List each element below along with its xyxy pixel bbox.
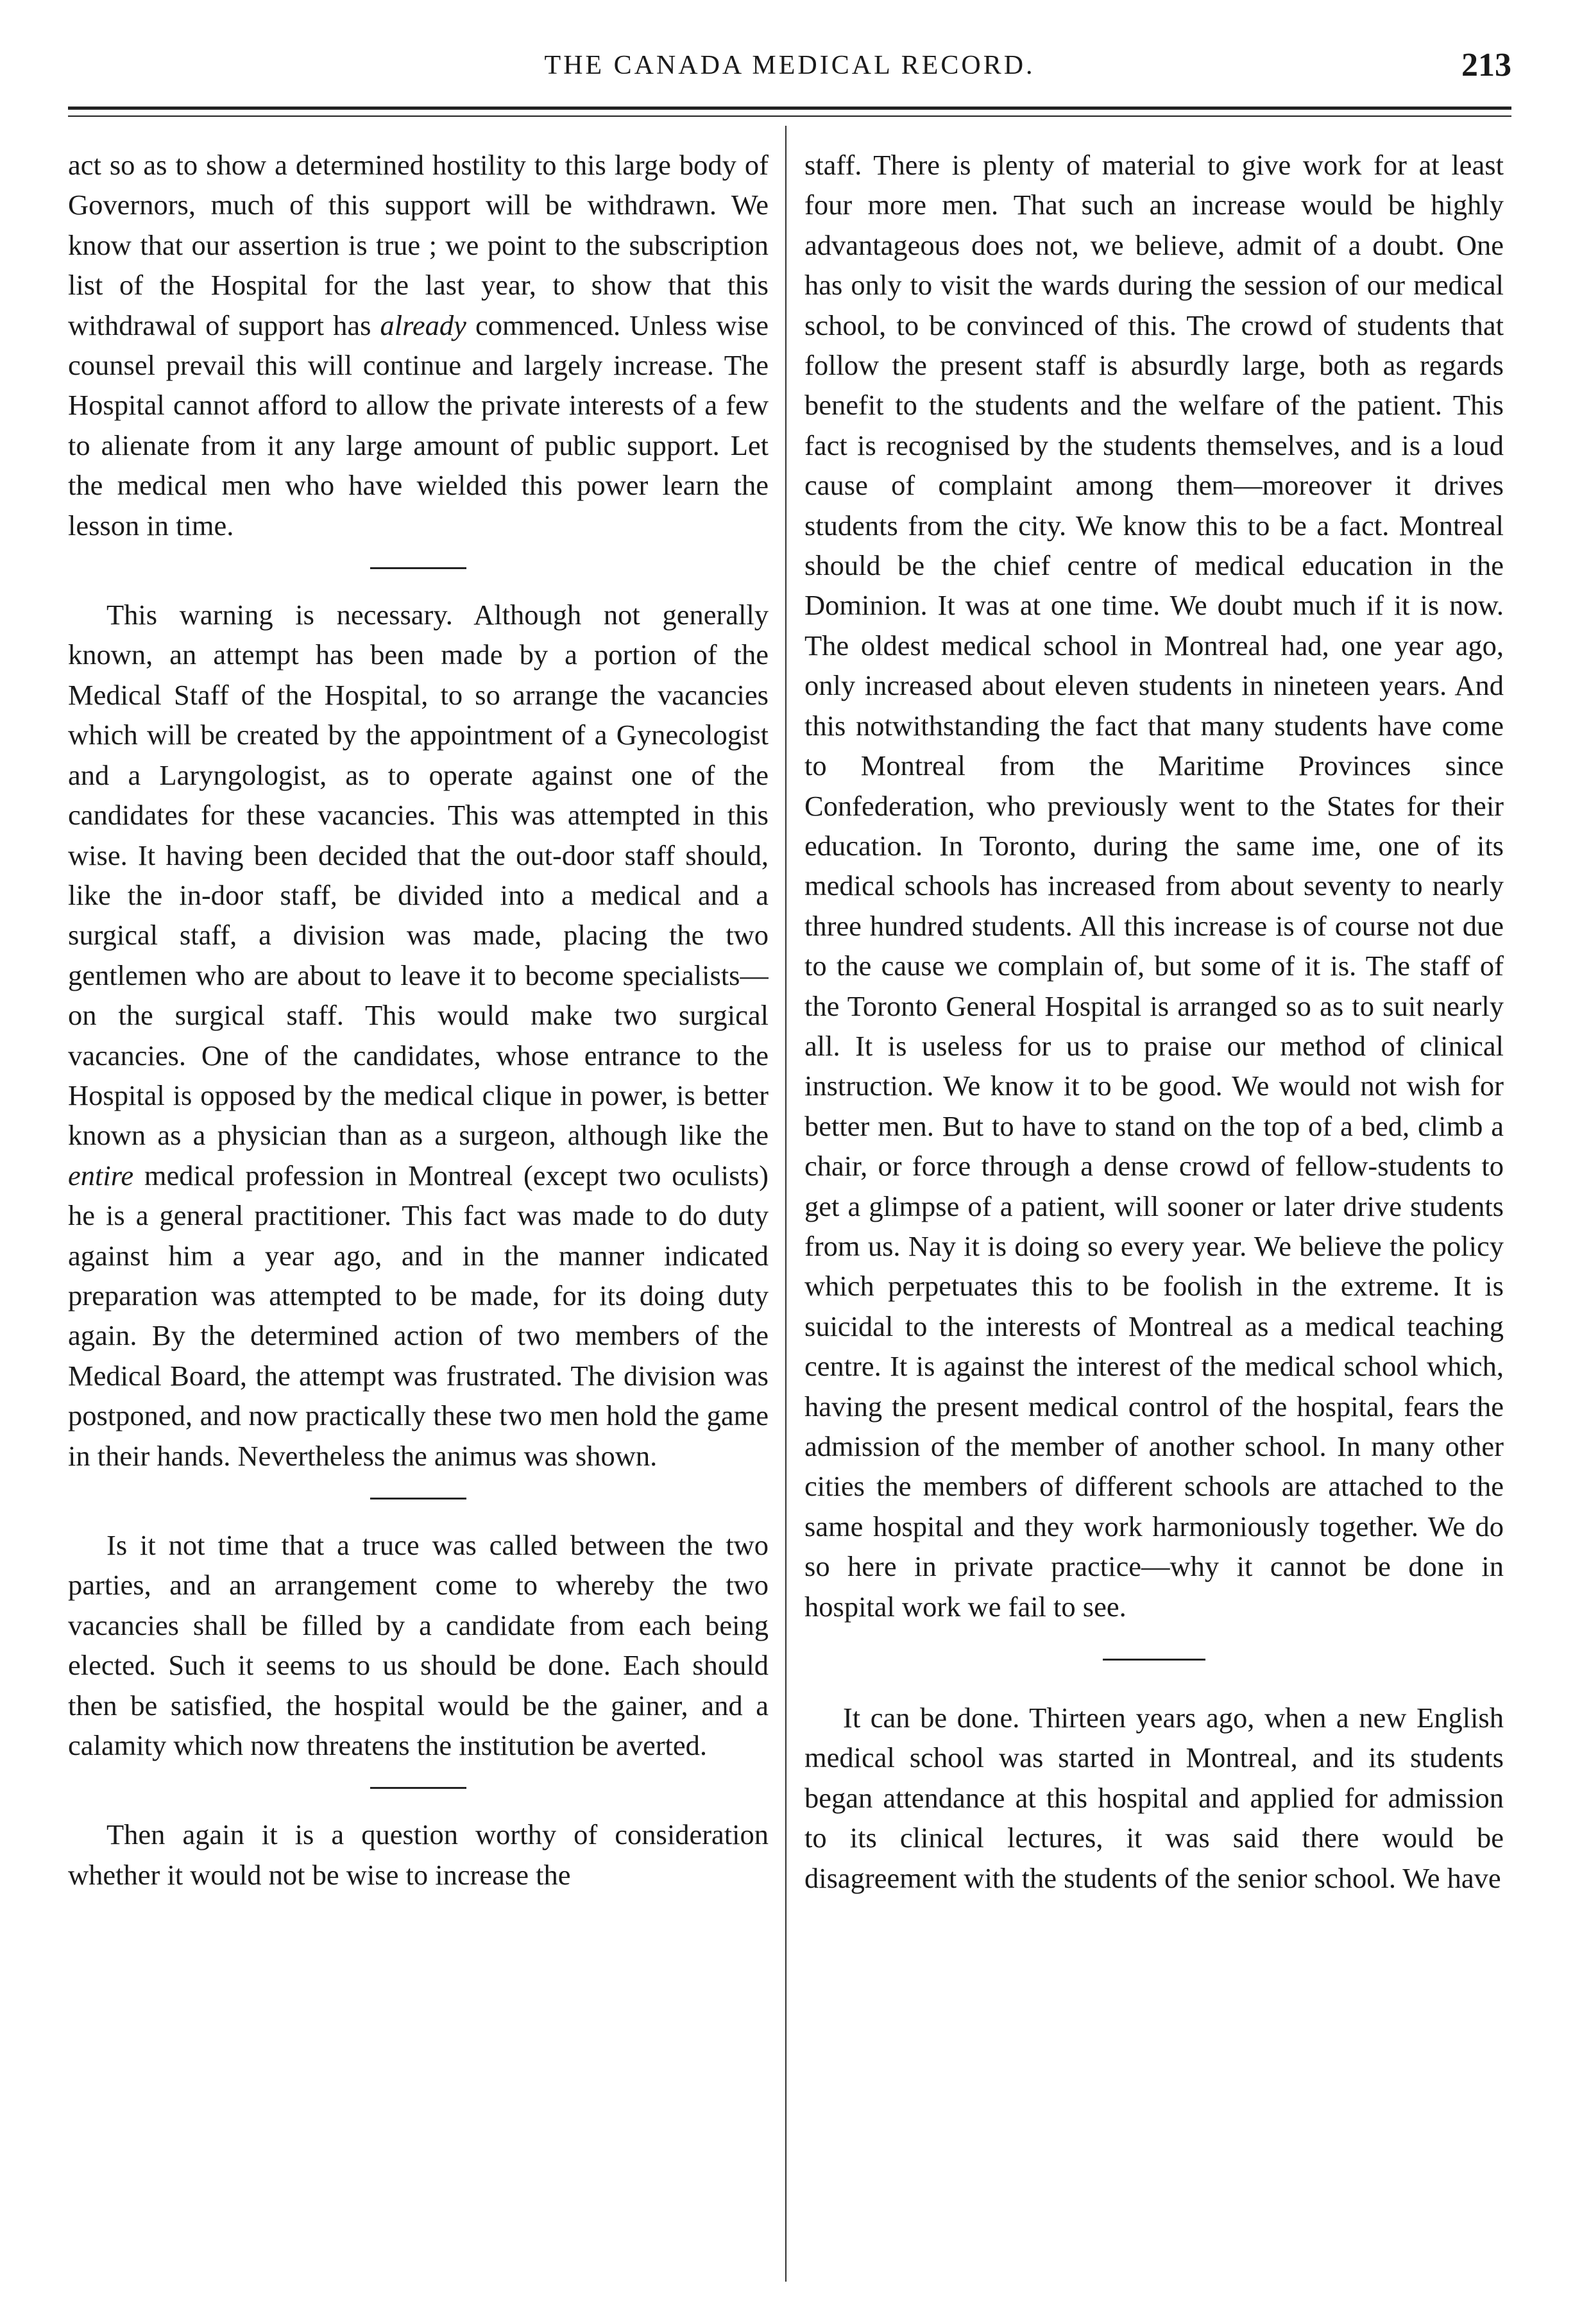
right-column <box>804 145 1504 2282</box>
section-separator <box>1103 1659 1205 1661</box>
left-column <box>68 145 769 2282</box>
left-p2-text-b: medical profession in Montreal (except two oculists) he is a general practitioner. This fact was made to do duty against him a year ago, and in the manner indicated preparation was attempted to be made, for its doing duty again. By the determined action of two members of the Medical Board, the attempt was frustrated. The division was postponed, and now practically these two men hold the game in their hands. Nevertheless the animus was shown. <box>68 1159 769 1472</box>
page-header <box>68 47 1511 89</box>
column-divider <box>785 126 787 2282</box>
left-p2-emphasis: entire <box>68 1159 134 1192</box>
section-separator <box>370 1787 466 1789</box>
left-p2-text-a: This warning is necessary. Although not generally known, an attempt has been made by a portion of the Medical Staff of the Hospital, to so arrange the vacancies which will be created by the appointment of a Gynecologist and a Laryngologist, as to operate against one of the candidates for these vacancies. This was attempted in this wise. It having been decided that the out-door staff should, like the in-door staff, be divided into a medical and a surgical staff, a division was made, placing the two gentlemen who are about to leave it to become specialists—on the surgical staff. This would make two surgical vacancies. One of the candidates, whose entrance to the Hospital is opposed by the medical clique in power, is better known as a physician than as a surgeon, although like the <box>68 599 769 1152</box>
left-paragraph-4: Then again it is a question worthy of consideration whether it would not be wise to increase the <box>68 1818 769 1891</box>
header-rule-thin <box>68 115 1511 117</box>
left-p1-text-a: act so as to show a determined hostility to this large body of Governors, much of this support will be withdrawn. We know that our assertion is true ; we point to the subscription list of the Hospital for the last year, to show that this withdrawal of support has <box>68 149 769 341</box>
left-paragraph-1 <box>68 145 769 545</box>
left-paragraph-3: Is it not time that a truce was called between the two parties, and an arrangement come to whereby the two vacancies shall be filled by a candidate from each being elected. Such it seems to us should be done. Each should then be satisfied, the hospital would be the gainer, and a calamity which now threatens the institution be averted. <box>68 1529 769 1762</box>
section-separator <box>370 1498 466 1499</box>
header-rule-thick <box>68 107 1511 110</box>
left-p1-text-b: commenced. Unless wise counsel prevail this will continue and largely increase. The Hospital cannot afford to allow the private interests of a few to alienate from it any large amount of public support. Let the medical men who have wielded this power learn the lesson in time. <box>68 309 769 542</box>
running-title: THE CANADA MEDICAL RECORD. <box>544 51 1035 80</box>
left-paragraph-2 <box>68 595 769 1476</box>
left-p1-emphasis: already <box>380 309 466 341</box>
page-number: 213 <box>1461 47 1511 83</box>
section-separator <box>370 567 466 569</box>
right-paragraph-1: staff. There is plenty of material to give work for at least four more men. That such an increase would be highly advantageous does not, we believe, admit of a doubt. One has only to visit the wards during the session of our medical school, to be convinced of this. The crowd of students that follow the present staff is absurdly large, both as regards benefit to the students and the welfare of the patient. This fact is recognised by the students themselves, and is a loud cause of complaint among them—moreover it drives students from the city. We know this to be a fact. Montreal should be the chief centre of medical education in the Dominion. It was at one time. We doubt much if it is now. The oldest medical school in Montreal had, one year ago, only increased about eleven students in nineteen years. And this notwithstanding the fact that many students have come to Montreal from the Maritime Provinces since Confederation, who previously went to the States for their education. In Toronto, during the same ime, one of its medical schools has increased from about seventy to nearly three hundred students. All this increase is of course not due to the cause we complain of, but some of it is. The staff of the Toronto General Hospital is arranged so as to suit nearly all. It is useless for us to praise our method of clinical instruction. We know it to be good. We would not wish for better men. But to have to stand on the top of a bed, climb a chair, or force through a dense crowd of fellow-students to get a glimpse of a patient, will sooner or later drive students from us. Nay it is doing so every year. We believe the policy which perpetuates this to be foolish in the extreme. It is suicidal to the interests of Montreal as a medical teaching centre. It is against the interest of the medical school which, having the present medical control of the hospital, fears the admission of the member of another school. In many other cities the members of different schools are attached to the same hospital and they work harmoniously together. We do so here in private practice—why it cannot be done in hospital work we fail to see. <box>804 149 1504 1623</box>
right-paragraph-2: It can be done. Thirteen years ago, when a new English medical school was started in Montreal, and its students began attendance at this hospital and applied for admission to its clinical lectures, it was said there would be disagreement with the students of the senior school. We have <box>804 1702 1504 1894</box>
